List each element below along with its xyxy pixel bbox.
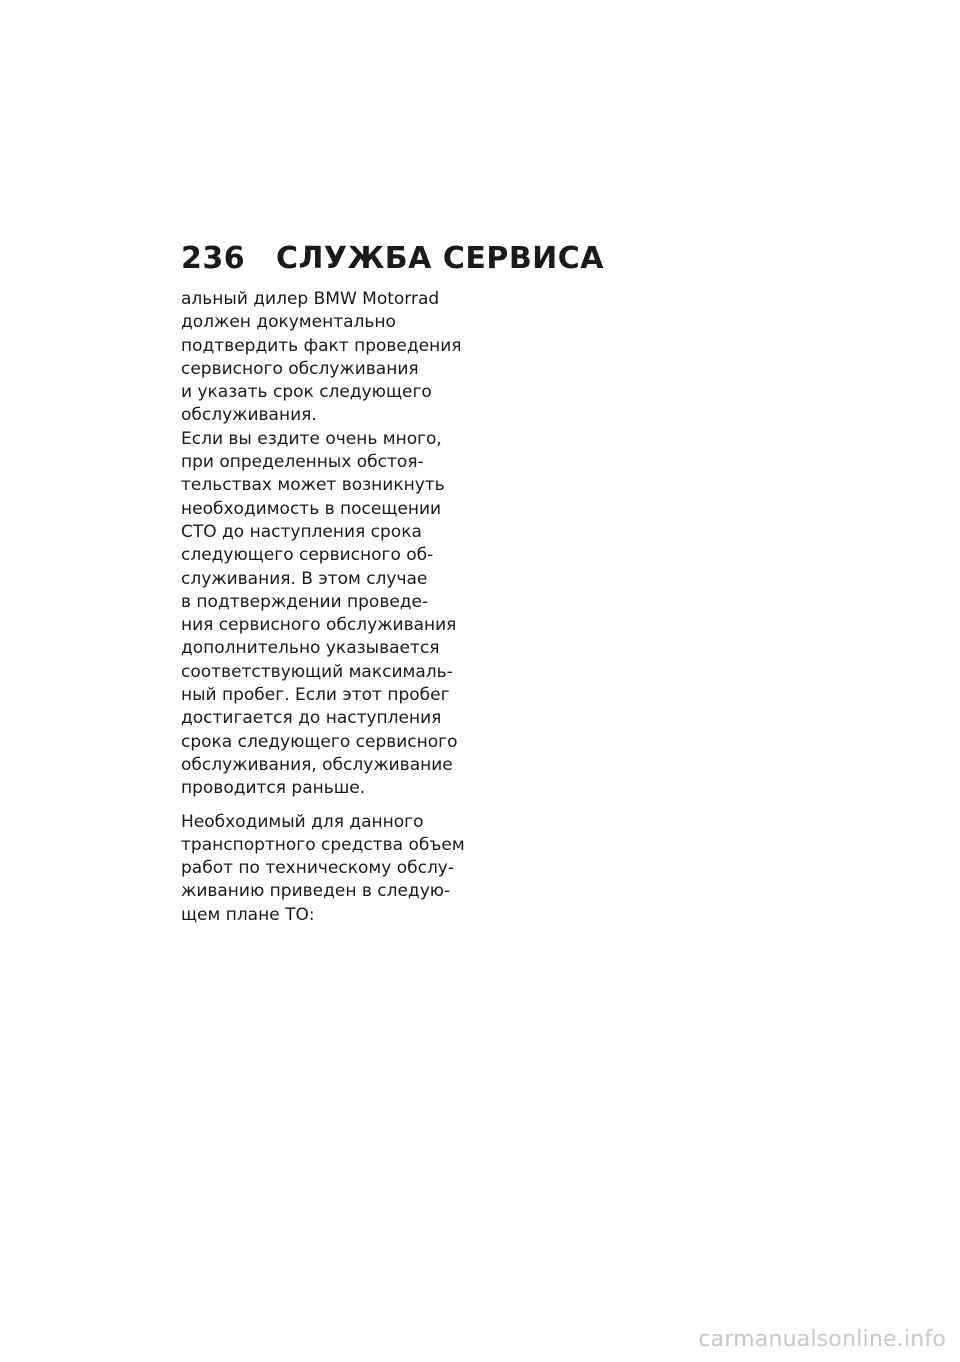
text-line: СТО до наступления срока: [181, 521, 422, 542]
text-line: при определенных обстоя-: [181, 452, 424, 473]
text-line: срока следующего сервисного: [181, 731, 458, 752]
text-line: обслуживания.: [181, 405, 317, 426]
page-header: [181, 238, 604, 278]
text-line: альный дилер BMW Motorrad: [181, 289, 440, 309]
paragraph-dealer-confirmation: [181, 288, 462, 428]
paragraph-high-mileage: [181, 428, 458, 801]
text-line: обслуживания, обслуживание: [181, 754, 453, 775]
text-line: служивания. В этом случае: [181, 568, 428, 589]
text-line: живанию приведен в следую-: [181, 881, 451, 902]
text-line: ный пробег. Если этот пробег: [181, 685, 450, 706]
text-line: и указать срок следующего: [181, 382, 432, 403]
watermark-text: carmanualsonline.info: [698, 1327, 946, 1352]
page-number: 236: [181, 240, 246, 276]
section-title: СЛУЖБА СЕРВИСА: [276, 240, 605, 276]
text-line: тельствах может возникнуть: [181, 475, 445, 496]
paragraph-maintenance-plan: [181, 811, 465, 927]
text-line: Если вы ездите очень много,: [181, 428, 442, 449]
text-line: проводится раньше.: [181, 778, 366, 799]
text-line: сервисного обслуживания: [181, 358, 419, 379]
text-line: ния сервисного обслуживания: [181, 615, 457, 636]
text-line: транспортного средства объем: [181, 834, 465, 855]
text-line: в подтверждении проведе-: [181, 591, 429, 612]
text-line: должен документально: [181, 312, 396, 333]
text-line: щем плане ТО:: [181, 904, 315, 925]
text-line: соответствующий максималь-: [181, 661, 453, 682]
text-line: необходимость в посещении: [181, 498, 442, 519]
text-line: подтвердить факт проведения: [181, 335, 462, 356]
text-line: достигается до наступления: [181, 708, 442, 729]
text-line: работ по техническому обслу-: [181, 858, 455, 879]
text-column: [181, 288, 465, 927]
text-line: дополнительно указывается: [181, 638, 440, 659]
text-line: Необходимый для данного: [181, 811, 424, 832]
text-line: следующего сервисного об-: [181, 545, 434, 566]
